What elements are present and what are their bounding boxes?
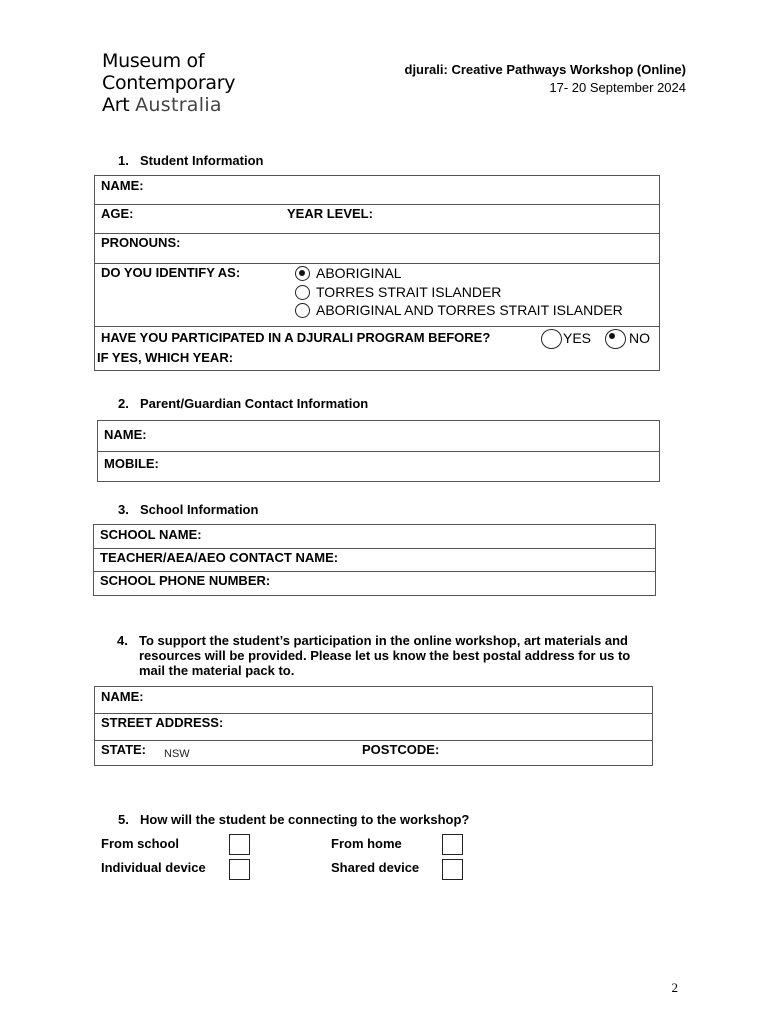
street-address-label: STREET ADDRESS: <box>101 715 224 730</box>
section-3-heading <box>118 502 258 517</box>
no-label: NO <box>629 330 650 346</box>
section-3-number: 3. <box>118 502 129 517</box>
state-value: NSW <box>164 748 190 760</box>
logo-line-2: Contemporary <box>102 72 236 94</box>
student-name-label: NAME: <box>101 178 144 193</box>
row-divider <box>95 263 659 264</box>
radio-torres-strait-islander[interactable] <box>295 285 310 300</box>
section-1-heading <box>118 153 264 168</box>
from-home-label: From home <box>331 836 402 851</box>
section-2-heading <box>118 396 368 411</box>
option-torres-label: TORRES STRAIT ISLANDER <box>316 284 502 300</box>
workshop-dates: 17- 20 September 2024 <box>549 80 686 95</box>
identify-label: DO YOU IDENTIFY AS: <box>101 265 241 280</box>
workshop-title: djurali: Creative Pathways Workshop (Online) <box>404 62 686 77</box>
guardian-mobile-label: MOBILE: <box>104 456 159 471</box>
row-divider <box>98 451 659 452</box>
radio-participated-no[interactable] <box>605 329 626 349</box>
from-home-checkbox[interactable] <box>442 834 463 855</box>
school-info-table <box>93 524 656 596</box>
yes-label: YES <box>563 330 592 346</box>
section-5-heading <box>118 812 469 827</box>
section-3-title: School Information <box>140 502 259 517</box>
individual-device-label: Individual device <box>101 860 206 875</box>
page-number: 2 <box>671 980 678 995</box>
state-label: STATE: <box>101 742 147 757</box>
postal-address-table <box>94 686 653 766</box>
school-name-label: SCHOOL NAME: <box>100 527 202 542</box>
logo-line-3 <box>102 94 235 116</box>
section-4-heading <box>117 633 631 678</box>
logo-line-1: Museum of <box>102 50 205 72</box>
student-pronouns-label: PRONOUNS: <box>101 235 181 250</box>
participated-label: HAVE YOU PARTICIPATED IN A DJURALI PROGRAM BEFORE? <box>101 330 491 345</box>
postcode-label: POSTCODE: <box>362 742 440 757</box>
row-divider <box>95 204 659 205</box>
section-5-number: 5. <box>118 812 129 827</box>
guardian-name-label: NAME: <box>104 427 147 442</box>
row-divider <box>94 548 655 549</box>
row-divider <box>95 233 659 234</box>
student-age-label: AGE: <box>101 206 134 221</box>
option-aboriginal-label: ABORIGINAL <box>316 265 402 281</box>
row-divider <box>94 571 655 572</box>
guardian-info-table <box>97 420 660 482</box>
which-year-label: IF YES, WHICH YEAR: <box>97 350 234 365</box>
section-2-title: Parent/Guardian Contact Information <box>140 396 369 411</box>
logo-australia: Australia <box>135 94 222 116</box>
radio-aboriginal[interactable] <box>295 266 310 281</box>
row-divider <box>95 713 652 714</box>
radio-aboriginal-and-torres[interactable] <box>295 303 310 318</box>
radio-participated-yes[interactable] <box>541 329 562 349</box>
section-1-number: 1. <box>118 153 129 168</box>
section-2-number: 2. <box>118 396 129 411</box>
section-4-title: To support the student’s participation in the online workshop, art materials and resources will be provided. Please let us know the best postal address for us to mail the material pack to. <box>139 633 631 678</box>
individual-device-checkbox[interactable] <box>229 859 250 880</box>
row-divider <box>95 326 659 327</box>
option-both-label: ABORIGINAL AND TORRES STRAIT ISLANDER <box>316 302 623 318</box>
section-5-title: How will the student be connecting to the workshop? <box>140 812 470 827</box>
student-year-label: YEAR LEVEL: <box>287 206 373 221</box>
section-1-title: Student Information <box>140 153 264 168</box>
logo-art: Art <box>102 94 130 116</box>
postal-name-label: NAME: <box>101 689 144 704</box>
from-school-checkbox[interactable] <box>229 834 250 855</box>
student-info-table <box>94 175 660 371</box>
section-4-number: 4. <box>117 633 128 648</box>
from-school-label: From school <box>101 836 180 851</box>
museum-logo <box>102 50 235 116</box>
state-field[interactable] <box>159 741 255 765</box>
teacher-contact-label: TEACHER/AEA/AEO CONTACT NAME: <box>100 550 339 565</box>
shared-device-checkbox[interactable] <box>442 859 463 880</box>
school-phone-label: SCHOOL PHONE NUMBER: <box>100 573 271 588</box>
shared-device-label: Shared device <box>331 860 420 875</box>
